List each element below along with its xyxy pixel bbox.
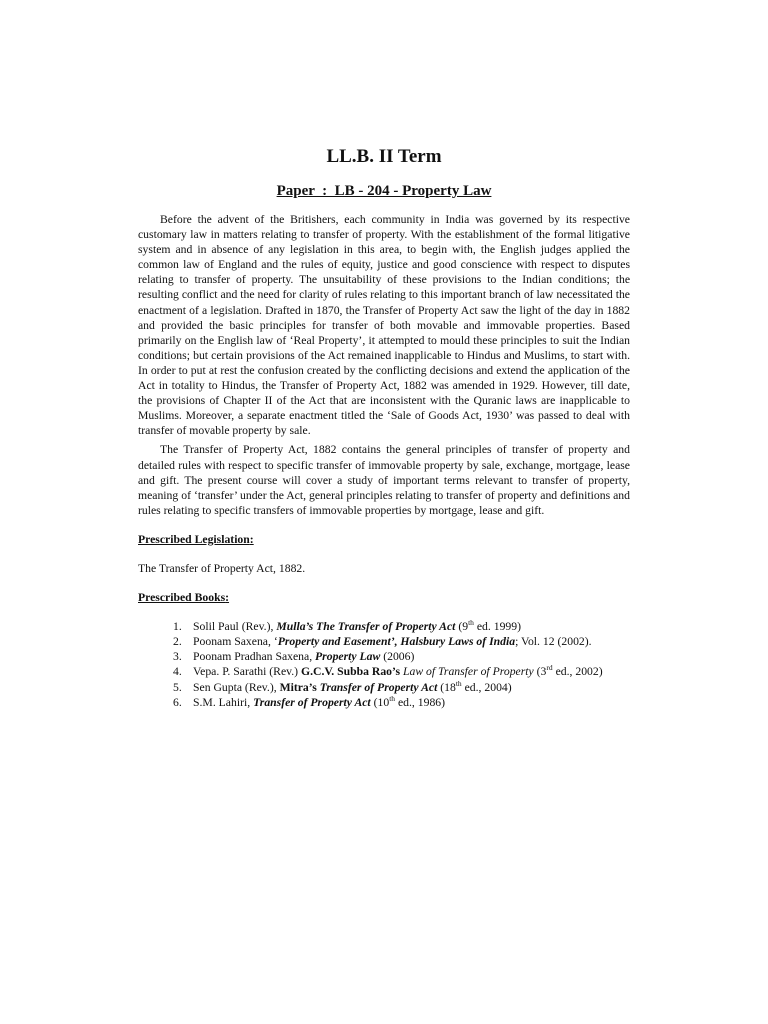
book-number: 1. bbox=[173, 620, 182, 634]
books-heading-colon: : bbox=[225, 591, 230, 605]
book-original-author: Mitra’s bbox=[279, 680, 317, 694]
book-edition-start: (10 bbox=[370, 695, 390, 709]
book-author: Sen Gupta (Rev.), bbox=[193, 680, 280, 694]
book-edition: ; Vol. 12 (2002). bbox=[515, 635, 592, 649]
document-body bbox=[138, 212, 630, 710]
book-title: Property and Easement’, Halsbury Laws of India bbox=[277, 635, 516, 649]
book-original-author: G.C.V. Subba Rao’s bbox=[300, 665, 401, 679]
book-number: 5. bbox=[173, 680, 182, 694]
book-item bbox=[173, 678, 630, 695]
book-author: Poonam Saxena, ‘ bbox=[193, 635, 278, 649]
books-list bbox=[138, 619, 630, 710]
book-author: Solil Paul (Rev.), bbox=[193, 620, 277, 634]
book-author: Vepa. P. Sarathi (Rev.) bbox=[193, 665, 301, 679]
book-edition-end: ed., 2004) bbox=[461, 680, 512, 694]
books-heading-text: Prescribed Books bbox=[138, 591, 226, 605]
book-edition-start: (3 bbox=[533, 665, 547, 679]
book-item bbox=[173, 649, 630, 664]
book-number: 2. bbox=[173, 635, 182, 649]
book-author: Poonam Pradhan Saxena, bbox=[193, 650, 316, 664]
book-edition-sup: th bbox=[455, 678, 462, 688]
book-edition-end: ed., 2002) bbox=[552, 665, 603, 679]
book-item bbox=[173, 693, 630, 710]
book-edition-end: ed. 1999) bbox=[473, 620, 522, 634]
legislation-heading-text: Prescribed Legislation bbox=[138, 532, 250, 546]
book-number: 3. bbox=[173, 650, 182, 664]
book-item bbox=[173, 663, 630, 679]
book-edition-start: (9 bbox=[455, 620, 469, 634]
book-number: 6. bbox=[173, 695, 182, 709]
book-number: 4. bbox=[173, 665, 182, 679]
book-title: Law of Transfer of Property bbox=[400, 665, 534, 679]
book-edition: (2006) bbox=[380, 650, 415, 664]
paper-subtitle bbox=[0, 181, 768, 201]
books-heading bbox=[138, 590, 630, 605]
course-paragraph: The Transfer of Property Act, 1882 contains the general principles of transfer of property and detailed rules with respect to specific transfer of immovable property by sale, exchange, mortgage, lease and gift. The present course will cover a study of important terms relevant to transfer of property, meaning of ‘transfer’ under the Act, general principles relating to transfer of property and definitions and rules relating to specific transfers of immovable properties by mortgage, lease and gift. bbox=[138, 443, 630, 517]
book-edition-sup: th bbox=[468, 618, 474, 628]
book-title: Property Law bbox=[315, 650, 381, 664]
book-item bbox=[173, 634, 630, 649]
book-edition-sup: th bbox=[389, 693, 396, 703]
book-edition-start: (18 bbox=[437, 680, 456, 694]
book-title: Mulla’s The Transfer of Property Act bbox=[276, 620, 456, 634]
legislation-text: The Transfer of Property Act, 1882. bbox=[138, 561, 306, 575]
legislation-heading bbox=[138, 532, 630, 547]
intro-paragraph: Before the advent of the Britishers, each community in India was governed by its respective customary law in matters relating to transfer of property. With the establishment of the formal litigative system and in absence of any legislation in this area, to begin with, the English judges applied the common law of England and the rules of equity, justice and good conscience with respect to disputes relating to transfer of property. The unsuitability of these provisions to the Indian conditions; the resulting conflict and the need for clarity of rules relating to this important branch of law necessitated the enactment of a legislation. Drafted in 1870, the Transfer of Property Act saw the light of the day in 1882 and provided the basic principles for transfer of both movable and immovable properties. Based primarily on the English law of ‘Real Property’, it attempted to mould these principles to suit the Indian conditions; but certain provisions of the Act remained inapplicable to Hindus and Muslims, to start with. In order to put at rest the confusion created by the conflicting decisions and extend the application of the Act in totality to Hindus, the Transfer of Property Act, 1882 was amended in 1929. However, till date, the provisions of Chapter II of the Act that are inconsistent with the Quranic laws are inapplicable to Muslims. Moreover, a separate enactment titled the ‘Sale of Goods Act, 1930’ was passed to deal with transfer of movable property by sale. bbox=[138, 213, 630, 438]
book-item bbox=[173, 618, 630, 634]
page-title: LL.B. II Term bbox=[326, 146, 442, 167]
book-title: Transfer of Property Act bbox=[253, 695, 371, 709]
book-edition-end: ed., 1986) bbox=[395, 695, 446, 709]
book-title: Transfer of Property Act bbox=[316, 680, 438, 694]
paper-subtitle-text: Paper : LB - 204 - Property Law bbox=[276, 183, 492, 199]
legislation-heading-colon: : bbox=[249, 532, 254, 546]
book-author: S.M. Lahiri, bbox=[193, 695, 254, 709]
book-edition-sup: rd bbox=[546, 663, 553, 673]
